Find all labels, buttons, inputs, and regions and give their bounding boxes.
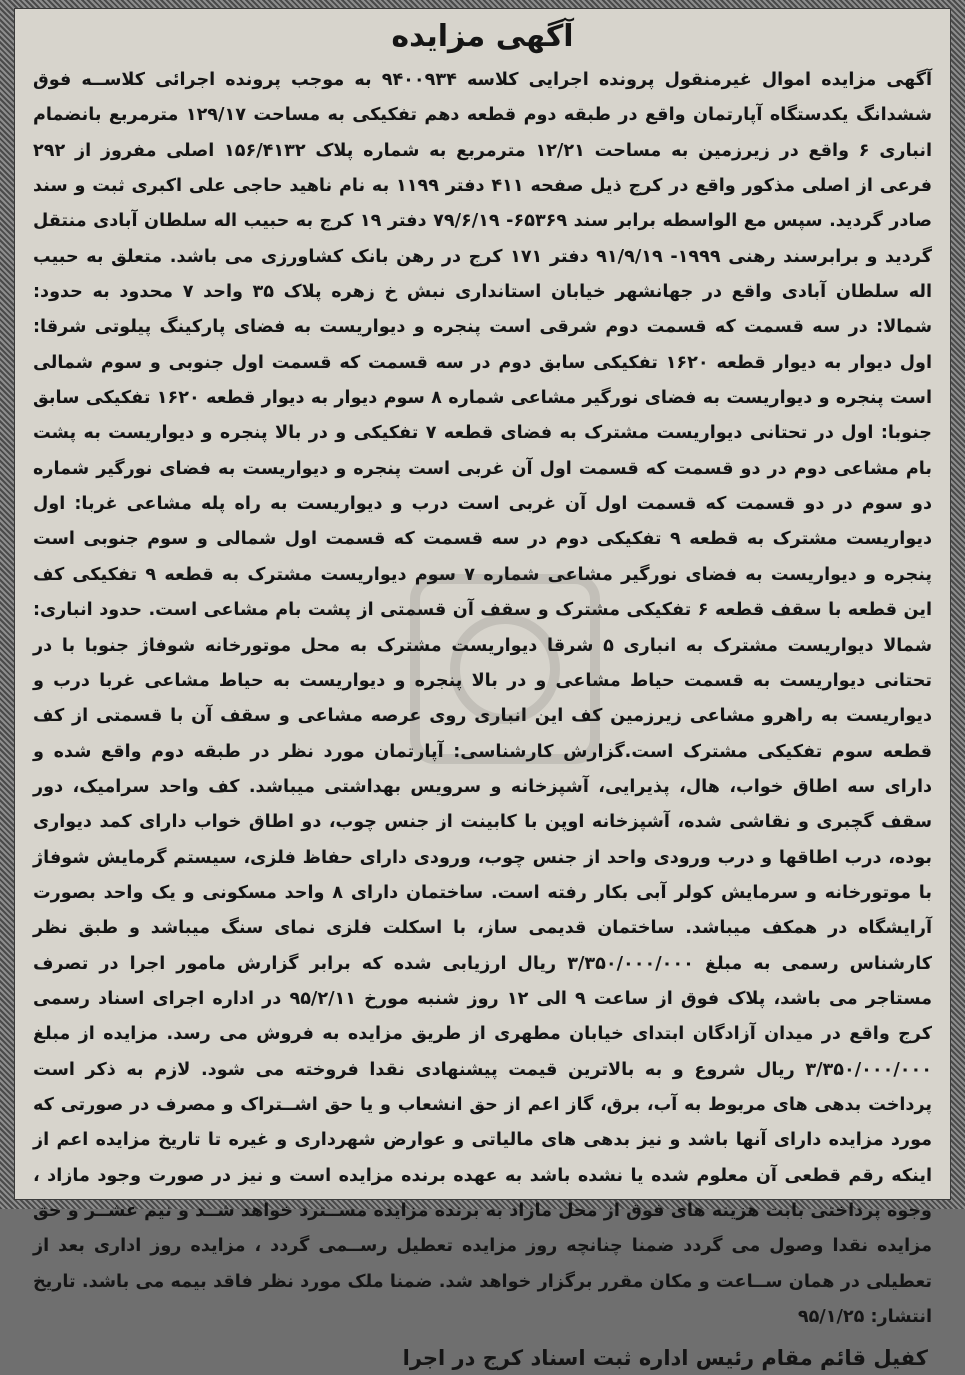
notice-paper <box>14 8 951 1371</box>
notice-body: آگهی مزایده اموال غیرمنقول پرونده اجرایی کلاسه ۹۴۰۰۹۳۴ به موجب پرونده اجرائی کلاســه فوق ششدانگ یکدستگاه آپارتمان واقع در طبقه دوم قطعه دهم تفکیکی به مساحت ۱۲۹/۱۷ مترمربع بانضمام انباری ۶ واقع در زیرزمین به مساحت ۱۲/۲۱ مترمربع به شماره پلاک ۱۵۶/۴۱۳۲ اصلی مفروز از ۲۹۲ فرعی از اصلی مذکور واقع در کرج ذیل صفحه ۴۱۱ دفتر ۱۱۹۹ به نام ناهید حاجی علی اکبری ثبت و سند صادر گردید. سپس مع الواسطه برابر سند ۶۵۳۶۹- ۷۹/۶/۱۹ دفتر ۱۹ کرج به حبیب اله سلطان آبادی منتقل گردید و برابرسند رهنی ۱۹۹۹- ۹۱/۹/۱۹ دفتر ۱۷۱ کرج در رهن بانک کشاورزی می باشد. متعلق به حبیب اله سلطان آبادی واقع در جهانشهر خیابان استانداری نبش خ زهره پلاک ۳۵ واحد ۷ محدود به حدود: شمالا: در سه قسمت که قسمت دوم شرقی است پنجره و دیواریست به فضای پارکینگ پیلوتی شرقا: اول دیوار به دیوار قطعه ۱۶۲۰ تفکیکی سابق دوم در سه قسمت که قسمت اول جنوبی و سوم شمالی است پنجره و دیواریست به فضای نورگیر مشاعی شماره ۸ سوم دیوار به دیوار قطعه ۱۶۲۰ تفکیکی سابق جنوبا: اول در تحتانی دیواریست مشترک به فضای قطعه ۷ تفکیکی و در بالا پنجره و دیواریست به پشت بام مشاعی دوم در دو قسمت که قسمت اول آن غربی است پنجره و دیواریست به فضای نورگیر شماره دو سوم در دو قسمت که قسمت اول آن غربی است درب و دیواریست به راه پله مشاعی غربا: اول دیواریست مشترک به قطعه ۹ تفکیکی دوم در سه قسمت که قسمت اول شمالی و سوم جنوبی است پنجره و دیواریست به فضای نورگیر مشاعی شماره ۷ سوم دیواریست مشترک به قطعه ۹ تفکیکی کف این قطعه با سقف قطعه ۶ تفکیکی مشترک و سقف آن قسمتی از پشت بام مشاعی است. حدود انباری: شمالا دیواریست مشترک به انباری ۵ شرقا دیواریست مشترک به محل موتورخانه شوفاژ جنوبا با در تحتانی دیواریست به قسمت حیاط مشاعی و در بالا پنجره و دیواریست به حیاط مشاعی غربا درب و دیواریست به راهرو مشاعی زیرزمین کف این انباری روی عرصه مشاعی و سقف آن با قسمتی از کف قطعه سوم تفکیکی مشترک است.گزارش کارشناسی: آپارتمان مورد نظر در طبقه دوم واقع شده و دارای سه اطاق خواب، هال، پذیرایی، آشپزخانه و سرویس بهداشتی میباشد. کف واحد سرامیک، دور سقف گچبری و نقاشی شده، آشپزخانه اوپن با کابینت از جنس چوب، دو اطاق خواب دارای کمد دیواری بوده، درب اطاقها و درب ورودی واحد از جنس چوب، ورودی دارای حفاظ فلزی، سیستم گرمایش شوفاژ با موتورخانه و سرمایش کولر آبی بکار رفته است. ساختمان دارای ۸ واحد مسکونی و یک واحد بصورت آرایشگاه در همکف میباشد. ساختمان قدیمی ساز، با اسکلت فلزی نمای سنگ میباشد و طبق نظر کارشناس رسمی به مبلغ ۳/۳۵۰/۰۰۰/۰۰۰ ریال ارزیابی شده که برابر گزارش مامور اجرا در تصرف مستاجر می باشد، پلاک فوق از ساعت ۹ الی ۱۲ روز شنبه مورخ ۹۵/۲/۱۱ در اداره اجرای اسناد رسمی کرج واقع در میدان آزادگان ابتدای خیابان مطهری از طریق مزایده به فروش می رسد. مزایده از مبلغ ۳/۳۵۰/۰۰۰/۰۰۰ ریال شروع و به بالاترین قیمت پیشنهادی نقدا فروخته می شود. لازم به ذکر است پرداخت بدهی های مربوط به آب، برق، گاز اعم از حق انشعاب و یا حق اشــتراک و مصرف در صورتی که مورد مزایده دارای آنها باشد و نیز بدهی های مالیاتی و عوارض شهرداری و غیره تا تاریخ مزایده اعم از اینکه رقم قطعی آن معلوم شده یا نشده باشد به عهده برنده مزایده است و نیز در صورت وجود مازاد ، وجوه پرداختی بابت هزینه های فوق از محل مازاد به برنده مزایده مســترد خواهد شــد و نیم عشــر و حق مزایده نقدا وصول می گردد ضمنا چنانچه روز مزایده تعطیل رســمی گردد ، مزایده روز اداری بعد از تعطیلی در همان ســاعت و مکان مقرر برگزار خواهد شد. ضمنا ملک مورد نظر فاقد بیمه می باشد. تاریخ انتشار: ۹۵/۱/۲۵ <box>33 70 933 1328</box>
notice-title: آگهی مزایده <box>391 19 574 54</box>
signature-line: کفیل قائم مقام رئیس اداره ثبت اسناد کرج در اجرا <box>402 1346 928 1371</box>
